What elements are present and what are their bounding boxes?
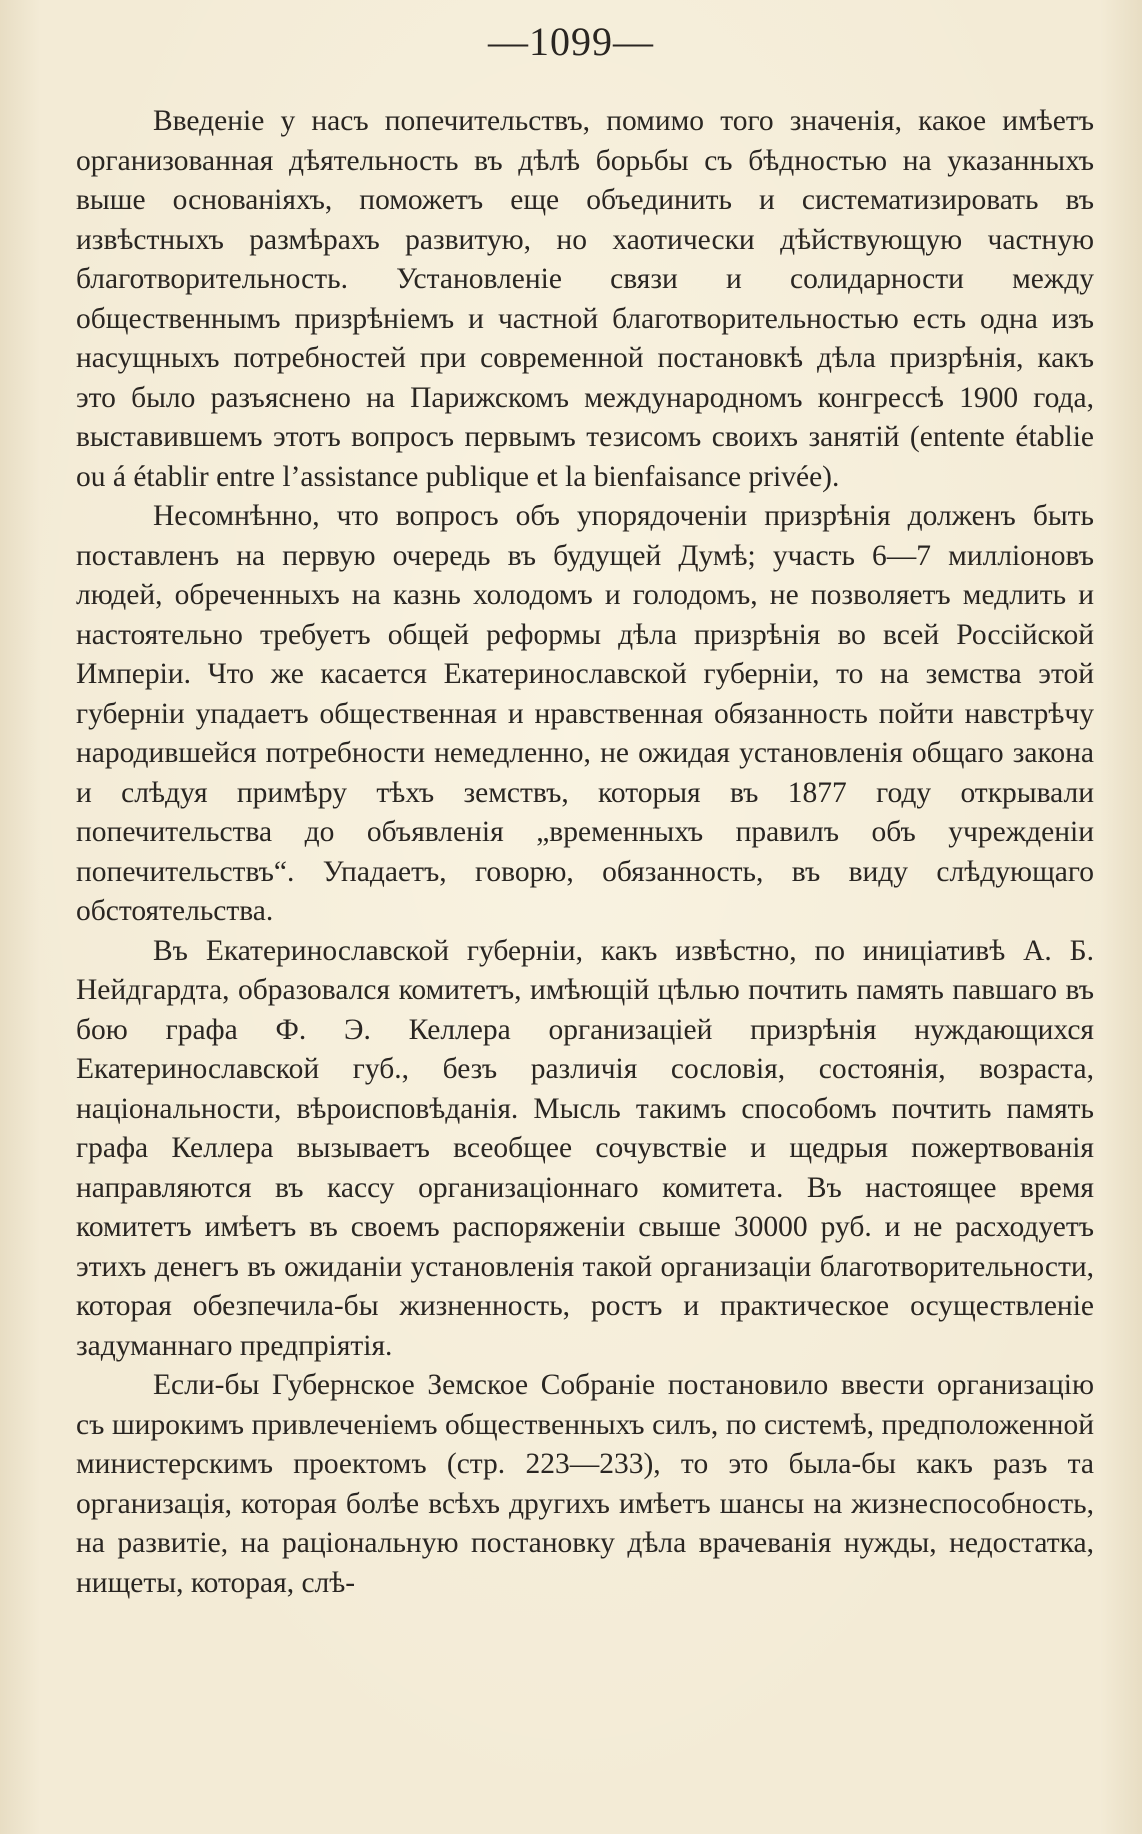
paragraph-4: Если-бы Губернское Земское Собраніе постановило ввести организацію съ широкимъ привлеченіемъ общественныхъ силъ, по системѣ, предположенной министерскимъ проектомъ (стр. 223—233), то это была-бы какъ разъ та организація, которая болѣе всѣхъ другихъ имѣетъ шансы на жизнеспособность, на развитіе, на раціональную постановку дѣла врачеванія нужды, недостатка, нищеты, которая, слѣ- [76, 1369, 1094, 1599]
body-text [76, 102, 1094, 1603]
paragraph-2: Несомнѣнно, что вопросъ объ упорядоченіи призрѣнія долженъ быть поставленъ на первую очередь въ будущей Думѣ; участь 6—7 милліоновъ людей, обреченныхъ на казнь холодомъ и голодомъ, не позволяетъ медлить и настоятельно требуетъ общей реформы дѣла призрѣнія во всей Россійской Имперіи. Что же касается Екатеринославской губерніи, то на земства этой губерніи упадаетъ общественная и нравственная обязанность пойти навстрѣчу народившейся потребности немедленно, не ожидая установленія общаго закона и слѣдуя примѣру тѣхъ земствъ, которыя въ 1877 году открывали попечительства до объявленія „временныхъ правилъ объ учрежденіи попечительствъ“. Упадаетъ, говорю, обязанность, въ виду слѣдующаго обстоятельства. [76, 500, 1094, 927]
paragraph-1: Введеніе у насъ попечительствъ, помимо того значенія, какое имѣетъ организованная дѣятельность въ дѣлѣ борьбы съ бѣдностью на указанныхъ выше основаніяхъ, поможетъ еще объединить и систематизировать въ извѣстныхъ размѣрахъ развитую, но хаотически дѣйствующую частную благотворительность. Установленіе связи и солидарности между общественнымъ призрѣніемъ и частной благотворительностью есть одна изъ насущныхъ потребностей при современной постановкѣ дѣла призрѣнія, какъ это было разъяснено на Парижскомъ международномъ конгрессѣ 1900 года, выставившемъ этотъ вопросъ первымъ тезисомъ своихъ занятій (entente établie ou á établir entre l’assistance publique et la bienfaisance privée). [76, 105, 1094, 493]
page-number: —1099— [488, 19, 654, 64]
paragraph-3: Въ Екатеринославской губерніи, какъ извѣстно, по иниціативѣ А. Б. Нейдгардта, образовался комитетъ, имѣющій цѣлью почтить память павшаго въ бою графа Ф. Э. Келлера организаціей призрѣнія нуждающихся Екатеринославской губ., безъ различія сословія, состоянія, возраста, національности, вѣроисповѣданія. Мысль такимъ способомъ почтить память графа Келлера вызываетъ всеобщее сочувствіе и щедрыя пожертвованія направляются въ кассу организаціоннаго комитета. Въ настоящее время комитетъ имѣетъ въ своемъ распоряженіи свыше 30000 руб. и не расходуетъ этихъ денегъ въ ожиданіи установленія такой организаціи благотворительности, которая обезпечила-бы жизненность, ростъ и практическое осуществленіе задуманнаго предпріятія. [76, 934, 1094, 1362]
